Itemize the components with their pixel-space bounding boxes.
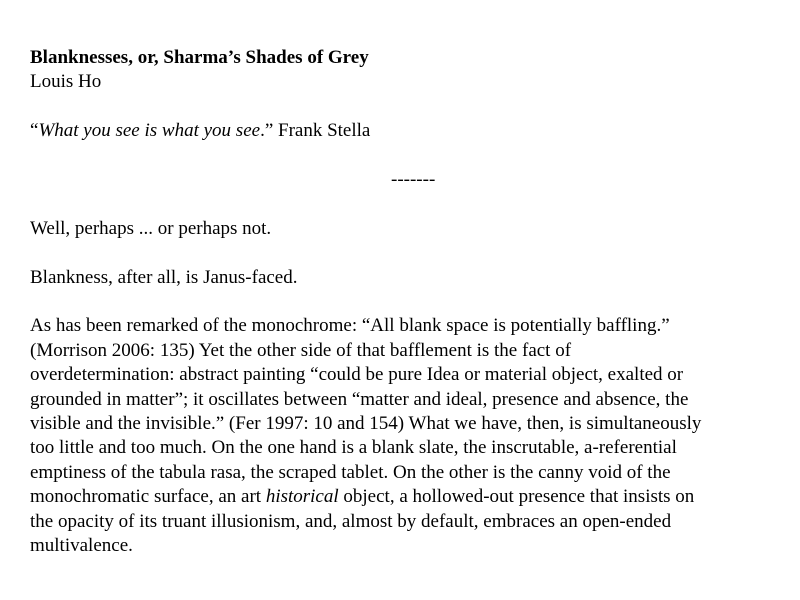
paragraph-3-line: emptiness of the tabula rasa, the scraped tablet. On the other is the canny void of the bbox=[30, 461, 671, 483]
paragraph-3-line: multivalence. bbox=[30, 535, 133, 557]
paragraph-3-line: visible and the invisible.” (Fer 1997: 10 and 154) What we have, then, is simultaneously bbox=[30, 413, 702, 435]
epigraph-quote: What you see is what you see bbox=[38, 120, 261, 142]
paragraph-3-line: (Morrison 2006: 135) Yet the other side of that bafflement is the fact of bbox=[30, 339, 572, 361]
spacer bbox=[30, 241, 782, 265]
spacer bbox=[30, 95, 782, 119]
spacer bbox=[30, 290, 782, 314]
paragraph-3-line: grounded in matter”; it oscillates between “matter and ideal, presence and absence, the bbox=[30, 388, 689, 410]
epigraph bbox=[30, 119, 782, 143]
paragraph-3-line: too little and too much. On the one hand is a blank slate, the inscrutable, a-referential bbox=[30, 437, 677, 459]
paragraph-3-line: the opacity of its truant illusionism, and, almost by default, embraces an open-ended bbox=[30, 510, 672, 532]
paragraph-1: Well, perhaps ... or perhaps not. bbox=[30, 217, 272, 239]
section-divider: ------- bbox=[391, 169, 436, 190]
epigraph-attribution: .” Frank Stella bbox=[260, 120, 371, 142]
spacer bbox=[30, 192, 782, 216]
paragraph-3-text: monochromatic surface, an art bbox=[30, 486, 266, 508]
paragraph-3 bbox=[30, 314, 790, 558]
paragraph-3-italic-word: historical bbox=[265, 486, 339, 508]
paragraph-3-line bbox=[30, 485, 790, 509]
paragraph-3-line: overdetermination: abstract painting “could be pure Idea or material object, exalted or bbox=[30, 364, 684, 386]
spacer bbox=[30, 144, 782, 168]
paragraph-3-text: object, a hollowed-out presence that insists on bbox=[338, 486, 695, 508]
paragraph-3-line: As has been remarked of the monochrome: “All blank space is potentially baffling.” bbox=[30, 315, 670, 337]
paragraph-2: Blankness, after all, is Janus-faced. bbox=[30, 266, 298, 288]
document-title: Blanknesses, or, Sharma’s Shades of Grey bbox=[30, 47, 369, 68]
epigraph-open-quote: “ bbox=[30, 120, 39, 142]
author-name: Louis Ho bbox=[30, 71, 102, 93]
